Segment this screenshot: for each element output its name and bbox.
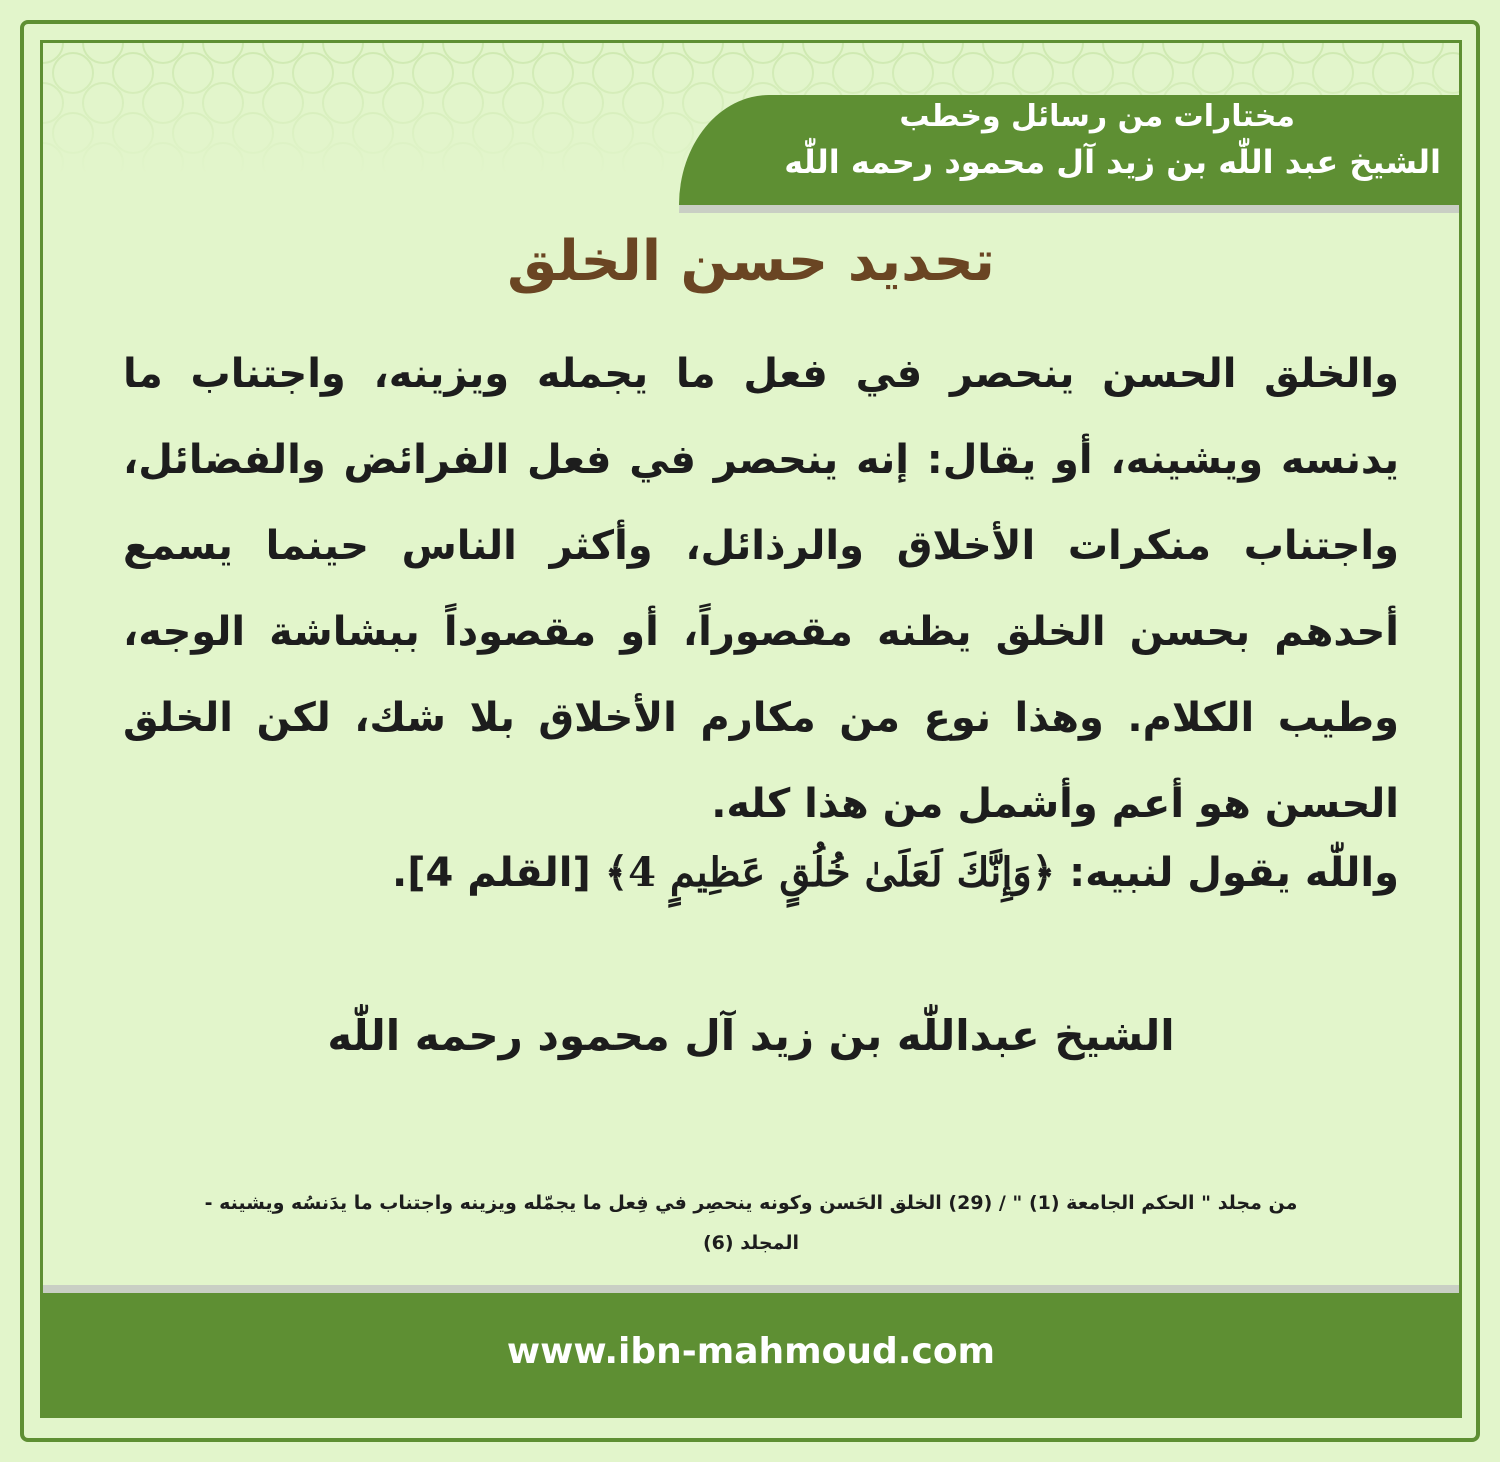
quran-verse: ﴿وَإِنَّكَ لَعَلَىٰ خُلُقٍ عَظِيمٍ 4﴾ <box>604 849 1056 896</box>
footer-divider <box>43 1285 1459 1293</box>
header-series-title: مختارات من رسائل وخطب <box>899 99 1295 134</box>
verse-reference: [القلم 4]. <box>392 850 605 896</box>
article-title: تحديد حسن الخلق <box>507 229 995 294</box>
source-citation <box>103 1183 1399 1263</box>
card <box>40 40 1462 1418</box>
header-sheikh-name: الشيخ عبد اللّٰه بن زيد آل محمود رحمه اللّٰه <box>784 143 1441 181</box>
source-line-2: المجلد (6) <box>702 1232 800 1254</box>
author-signature: الشيخ عبداللّٰه بن زيد آل محمود رحمه اللّٰه <box>327 1011 1175 1060</box>
article-body: والخلق الحسن ينحصر في فعل ما يجمله ويزينه، واجتناب ما يدنسه ويشينه، أو يقال: إنه ينحصر في فعل الفرائض والفضائل، واجتناب منكرات الأخلاق والرذائل، وأكثر الناس حينما يسمع أحدهم بحسن الخلق يظنه مقصوراً، أو مقصوداً ببشاشة الوجه، وطيب الكلام. وهذا نوع من مكارم الأخلاق بلا شك، لكن الخلق الحسن هو أعم وأشمل من هذا كله. <box>123 351 1399 827</box>
source-line-1: من مجلد " الحكم الجامعة (1) " / (29) الخلق الحَسن وكونه ينحصِر في فِعل ما يجمّله ويزينه واجتناب ما يدَنسُه ويشينه - <box>204 1192 1298 1214</box>
verse-paragraph <box>123 845 1399 901</box>
website-url: www.ibn-mahmoud.com <box>506 1331 996 1372</box>
footer-band <box>43 1293 1459 1415</box>
verse-intro: واللّٰه يقول لنبيه: <box>1055 850 1399 896</box>
